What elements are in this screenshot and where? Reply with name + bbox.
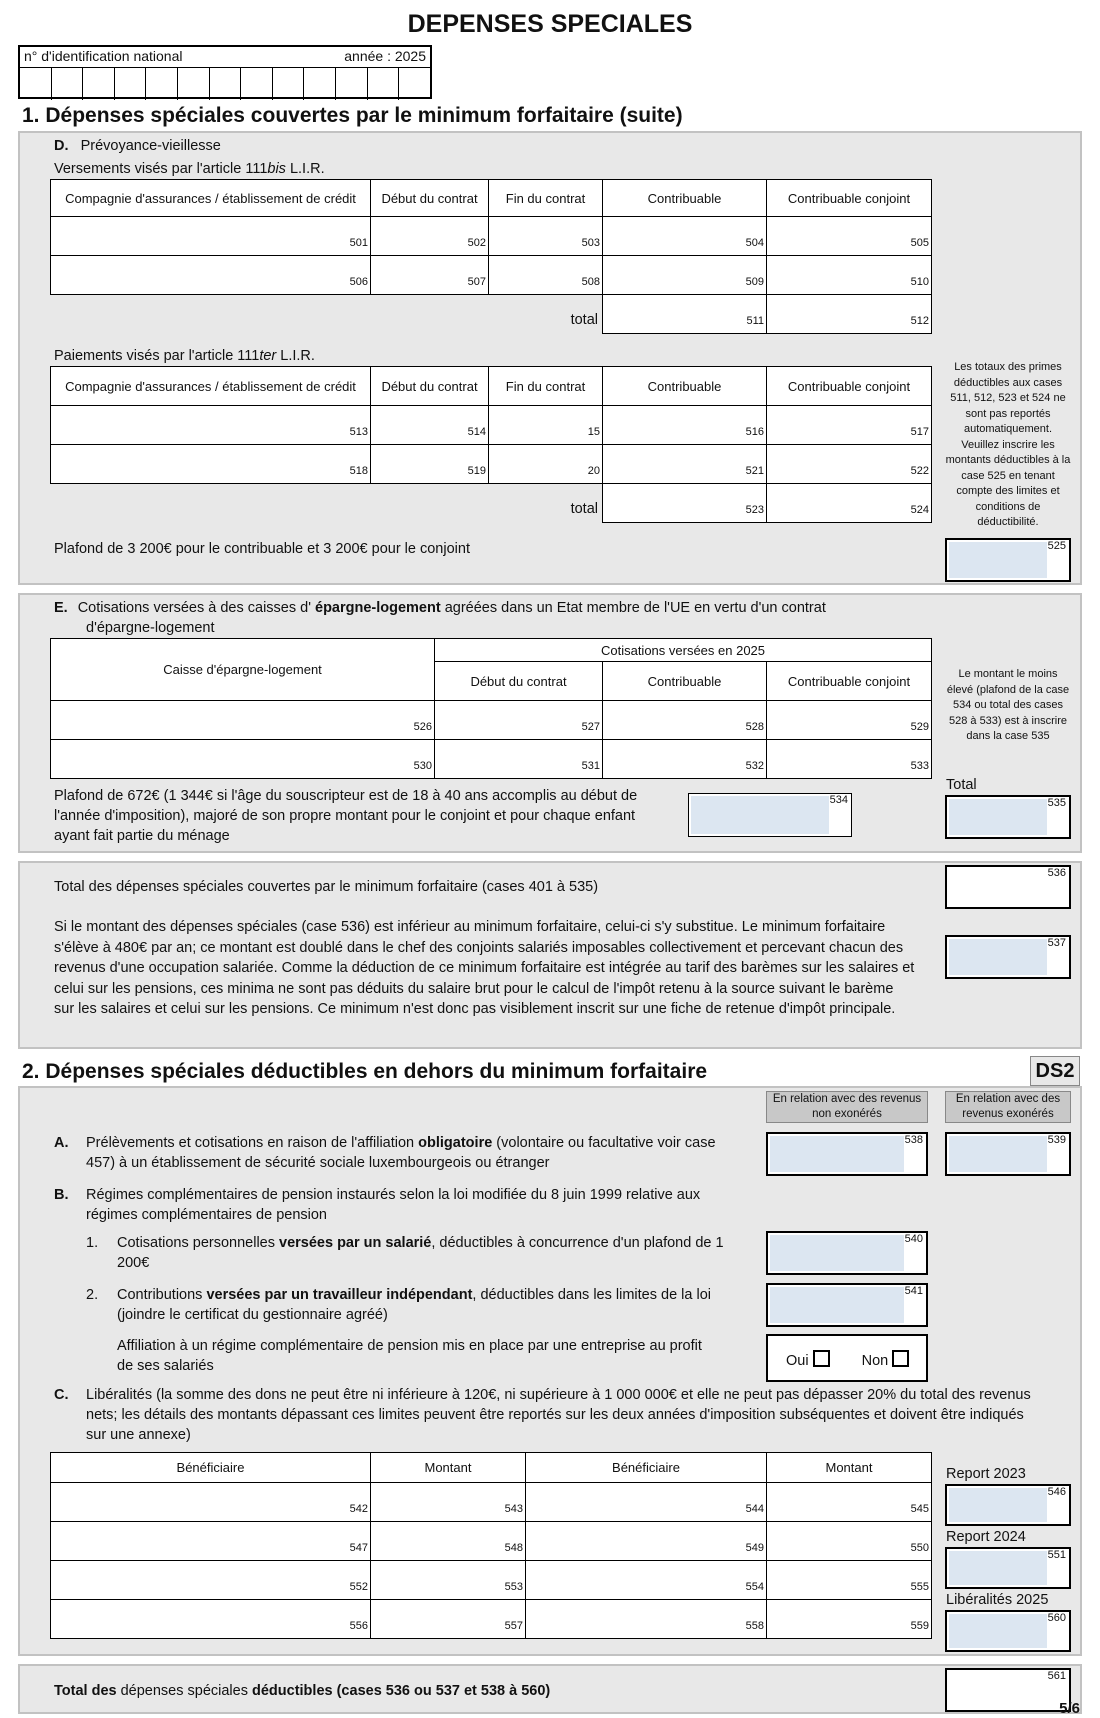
c-letter: C. — [54, 1387, 69, 1403]
d2-header-4: Contribuable conjoint — [767, 367, 932, 406]
c-header-0: Bénéficiaire — [51, 1453, 371, 1483]
d2-header-1: Début du contrat — [371, 367, 489, 406]
form-cell-510[interactable]: 510 — [767, 256, 932, 295]
d1-header-1: Début du contrat — [371, 180, 489, 217]
d1-header-3: Contribuable — [603, 180, 767, 217]
form-cell-544[interactable]: 544 — [526, 1483, 767, 1522]
versements-table — [50, 179, 932, 334]
table-row — [51, 1561, 932, 1600]
box-535[interactable]: 535 — [945, 795, 1071, 839]
form-cell-503[interactable]: 503 — [489, 217, 603, 256]
form-cell-511[interactable]: 511 — [603, 295, 767, 334]
box-534[interactable]: 534 — [688, 793, 852, 837]
col-exoneres: En relation avec des revenus exonérés — [945, 1091, 1071, 1123]
d2-header-2: Fin du contrat — [489, 367, 603, 406]
form-cell-509[interactable]: 509 — [603, 256, 767, 295]
d-plafond: Plafond de 3 200€ pour le contribuable et 3 200€ pour le conjoint — [54, 541, 470, 557]
oui-label: Oui — [786, 1353, 809, 1369]
oui-non-box — [766, 1334, 928, 1382]
section2-title: 2. Dépenses spéciales déductibles en dehors du minimum forfaitaire — [22, 1060, 708, 1083]
form-cell-504[interactable]: 504 — [603, 217, 767, 256]
form-cell-523[interactable]: 523 — [603, 484, 767, 523]
total-row — [51, 484, 932, 523]
box-540[interactable]: 540 — [766, 1231, 928, 1275]
id-label: n° d'identification national — [24, 48, 183, 64]
col-non-exoneres: En relation avec des revenus non exonérés — [766, 1091, 928, 1123]
national-id-input[interactable] — [20, 68, 430, 100]
table-row — [51, 1483, 932, 1522]
form-cell-549[interactable]: 549 — [526, 1522, 767, 1561]
total-row — [51, 295, 932, 334]
non-checkbox[interactable] — [892, 1350, 909, 1367]
box-525[interactable]: 525 — [945, 538, 1071, 582]
liberalites-2025-label: Libéralités 2025 — [946, 1592, 1049, 1608]
form-cell-530[interactable]: 530 — [51, 740, 435, 779]
e-header-group: Cotisations versées en 2025 — [435, 639, 932, 662]
report-2024-label: Report 2024 — [946, 1529, 1026, 1545]
d1-header-4: Contribuable conjoint — [767, 180, 932, 217]
e-plafond: Plafond de 672€ (1 344€ si l'âge du souscripteur est de 18 à 40 ans accomplis au début de l'année d'imposition), majoré de son propre montant pour le conjoint et pour chaque enfant ayant fait partie du ménage — [54, 788, 638, 844]
page-number: 5/6 — [1059, 1700, 1080, 1717]
form-cell-548[interactable]: 548 — [371, 1522, 526, 1561]
form-cell-532[interactable]: 532 — [603, 740, 767, 779]
d-versements-label: Versements visés par l'article 111bis L.I.R. — [54, 161, 325, 177]
form-cell-507[interactable]: 507 — [371, 256, 489, 295]
b-item1-text: Cotisations personnelles versées par un salarié, déductibles à concurrence d'un plafond de 1 200€ — [117, 1235, 724, 1271]
form-cell-15[interactable]: 15 — [489, 406, 603, 445]
e-text: E. Cotisations versées à des caisses d' épargne-logement agréées dans un Etat membre de l'UE en vertu d'un contrat d'épargne-logement — [54, 600, 826, 636]
box-536[interactable]: 536 — [945, 865, 1071, 909]
e-header-caisse: Caisse d'épargne-logement — [51, 639, 435, 701]
form-cell-20[interactable]: 20 — [489, 445, 603, 484]
form-cell-501[interactable]: 501 — [51, 217, 371, 256]
e-header-debut: Début du contrat — [435, 662, 603, 701]
form-cell-533[interactable]: 533 — [767, 740, 932, 779]
e-note: Le montant le moins élevé (plafond de la case 534 ou total des cases 528 à 533) est à inscrire dans la case 535 — [946, 668, 1070, 742]
form-cell-559[interactable]: 559 — [767, 1600, 932, 1639]
oui-checkbox[interactable] — [813, 1350, 830, 1367]
table-row — [51, 256, 932, 295]
form-cell-526[interactable]: 526 — [51, 701, 435, 740]
form-cell-545[interactable]: 545 — [767, 1483, 932, 1522]
box-561[interactable]: 561 — [945, 1668, 1071, 1712]
b-letter: B. — [54, 1187, 69, 1203]
box-560[interactable]: 560 — [945, 1610, 1071, 1652]
d2-header-3: Contribuable — [603, 367, 767, 406]
e-header-contribuable: Contribuable — [603, 662, 767, 701]
form-cell-508[interactable]: 508 — [489, 256, 603, 295]
b-affiliation: Affiliation à un régime complémentaire de pension mis en place par une entreprise au profit de ses salariés — [117, 1338, 702, 1374]
section1-title: 1. Dépenses spéciales couvertes par le minimum forfaitaire (suite) — [22, 104, 683, 127]
total-label: total — [570, 501, 598, 518]
d2-header-0: Compagnie d'assurances / établissement de crédit — [51, 367, 371, 406]
form-cell-557[interactable]: 557 — [371, 1600, 526, 1639]
form-cell-514[interactable]: 514 — [371, 406, 489, 445]
box-538[interactable]: 538 — [766, 1132, 928, 1176]
d1-header-0: Compagnie d'assurances / établissement de crédit — [51, 180, 371, 217]
b-text: Régimes complémentaires de pension instaurés selon la loi modifiée du 8 juin 1999 relative aux régimes complémentaires de pension — [86, 1187, 701, 1223]
para-537: Si le montant des dépenses spéciales (case 536) est inférieur au minimum forfaitaire, celui-ci s'y substitue. Le minimum forfaitaire s'élève à 480€ par an; ce montant est doublé dans le chef des conjoints salariés imposables collectivement et percevant chacun des revenus d'une occupation salariée. Comme la déduction de ce minimum forfaitaire est intégrée au tarif des barèmes sur les salaires et celui sur les pensions, ces minima ne sont pas déduits du salaire brut pour le calcul de l'impôt retenu à la source suivant le barème sur les salaires et celui sur les pensions. Ce minimum n'est donc pas visiblement inscrit sur une fiche de retenue d'impôt principale. — [54, 919, 915, 1018]
total-label: total — [570, 312, 598, 329]
form-cell-506[interactable]: 506 — [51, 256, 371, 295]
box-551[interactable]: 551 — [945, 1547, 1071, 1589]
form-cell-527[interactable]: 527 — [435, 701, 603, 740]
form-cell-558[interactable]: 558 — [526, 1600, 767, 1639]
c-text: Libéralités (la somme des dons ne peut être ni inférieure à 120€, ni supérieure à 1 000 000€ et elle ne peut pas dépasser 20% du total des revenus nets; les détails des montants dépassant ces limites peuvent être reportés sur les deux années d'imposition subséquentes et doivent être indiqués sur une annexe) — [86, 1387, 1031, 1443]
a-letter: A. — [54, 1135, 69, 1151]
form-cell-505[interactable]: 505 — [767, 217, 932, 256]
report-2023-label: Report 2023 — [946, 1466, 1026, 1482]
box-537[interactable]: 537 — [945, 935, 1071, 979]
paiements-table — [50, 366, 932, 523]
year-label: année : 2025 — [344, 48, 426, 64]
form-cell-550[interactable]: 550 — [767, 1522, 932, 1561]
box-541[interactable]: 541 — [766, 1283, 928, 1327]
form-cell-502[interactable]: 502 — [371, 217, 489, 256]
e-total-label: Total — [946, 777, 977, 793]
table-row — [51, 1522, 932, 1561]
box-539[interactable]: 539 — [945, 1132, 1071, 1176]
total-561-text: Total des dépenses spéciales déductibles (cases 536 ou 537 et 538 à 560) — [54, 1683, 551, 1699]
b-item2-text: Contributions versées par un travailleur indépendant, déductibles dans les limites de la loi (joindre le certificat du gestionnaire agréé) — [117, 1287, 711, 1323]
d-heading: D. Prévoyance-vieillesse — [54, 138, 221, 154]
a-text: Prélèvements et cotisations en raison de l'affiliation obligatoire (volontaire ou facultative voir case 457) à un établissement de sécurité sociale luxembourgeois ou étranger — [86, 1135, 716, 1171]
table-row — [51, 217, 932, 256]
form-cell-552[interactable]: 552 — [51, 1561, 371, 1600]
form-cell-524[interactable]: 524 — [767, 484, 932, 523]
page-title: DEPENSES SPECIALES — [407, 10, 693, 38]
form-cell-528[interactable]: 528 — [603, 701, 767, 740]
table-row — [51, 701, 932, 740]
line-536: Total des dépenses spéciales couvertes par le minimum forfaitaire (cases 401 à 535) — [54, 879, 599, 895]
form-cell-513[interactable]: 513 — [51, 406, 371, 445]
table-row — [51, 406, 932, 445]
box-546[interactable]: 546 — [945, 1484, 1071, 1526]
liberalites-table — [50, 1452, 932, 1639]
form-cell-554[interactable]: 554 — [526, 1561, 767, 1600]
d-note: Les totaux des primes déductibles aux cases 511, 512, 523 et 524 ne sont pas reportés automatiquement. Veuillez inscrire les montants déductibles à la case 525 en tenant compte des limites et conditions de déductibilité. — [945, 361, 1071, 528]
form-cell-516[interactable]: 516 — [603, 406, 767, 445]
form-cell-519[interactable]: 519 — [371, 445, 489, 484]
form-cell-518[interactable]: 518 — [51, 445, 371, 484]
d-paiements-label: Paiements visés par l'article 111ter L.I.R. — [54, 348, 315, 364]
form-cell-553[interactable]: 553 — [371, 1561, 526, 1600]
form-cell-542[interactable]: 542 — [51, 1483, 371, 1522]
form-cell-529[interactable]: 529 — [767, 701, 932, 740]
c-header-3: Montant — [767, 1453, 932, 1483]
d1-header-2: Fin du contrat — [489, 180, 603, 217]
form-cell-543[interactable]: 543 — [371, 1483, 526, 1522]
form-cell-556[interactable]: 556 — [51, 1600, 371, 1639]
non-label: Non — [861, 1353, 889, 1369]
table-row — [51, 445, 932, 484]
form-cell-555[interactable]: 555 — [767, 1561, 932, 1600]
c-header-1: Montant — [371, 1453, 526, 1483]
form-cell-522[interactable]: 522 — [767, 445, 932, 484]
b-item2-num: 2. — [86, 1287, 99, 1303]
form-cell-531[interactable]: 531 — [435, 740, 603, 779]
ds2-tag: DS2 — [1030, 1056, 1080, 1086]
form-cell-512[interactable]: 512 — [767, 295, 932, 334]
form-cell-521[interactable]: 521 — [603, 445, 767, 484]
table-row — [51, 1600, 932, 1639]
c-header-2: Bénéficiaire — [526, 1453, 767, 1483]
epargne-table — [50, 638, 932, 779]
form-cell-547[interactable]: 547 — [51, 1522, 371, 1561]
b-item1-num: 1. — [86, 1235, 99, 1251]
form-cell-517[interactable]: 517 — [767, 406, 932, 445]
table-row — [51, 740, 932, 779]
e-header-conjoint: Contribuable conjoint — [767, 662, 932, 701]
national-id-box — [18, 45, 432, 99]
